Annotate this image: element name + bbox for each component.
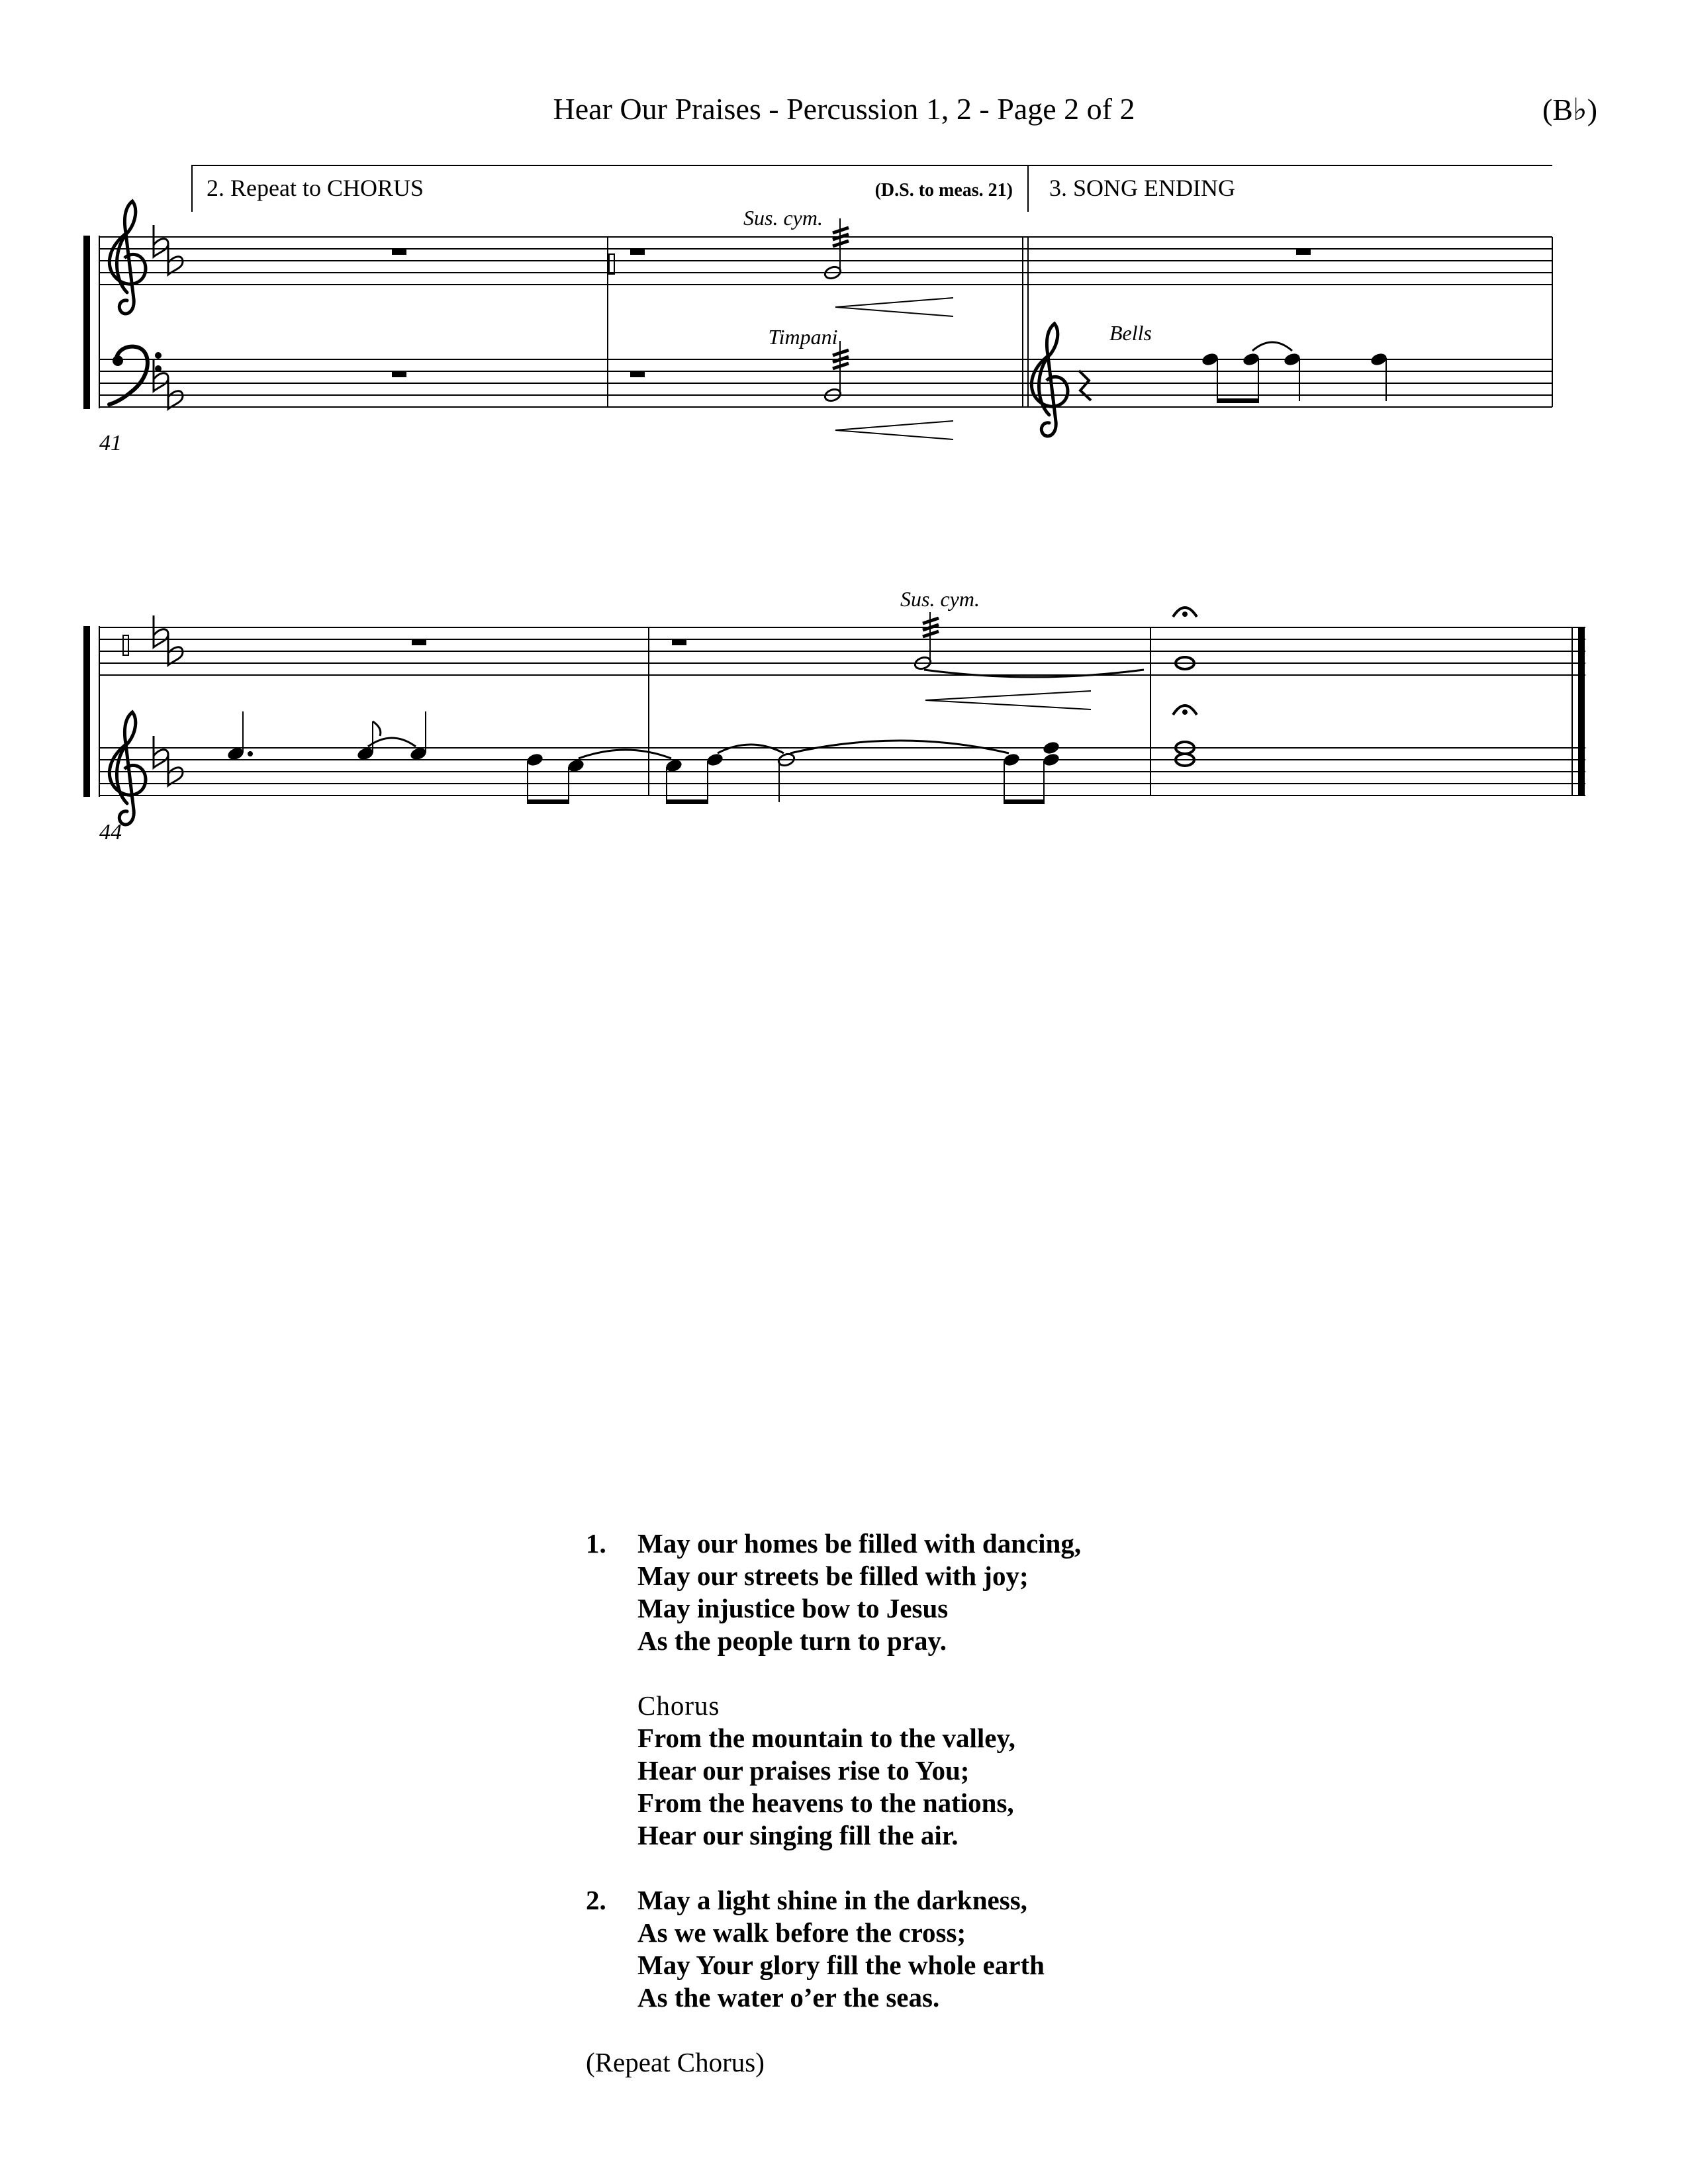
repeat-chorus-note: (Repeat Chorus) (586, 2047, 765, 2077)
measure-number: 44 (99, 820, 122, 844)
lyric-line: May Your glory fill the whole earth (637, 1950, 1045, 1980)
score-systems (0, 0, 1688, 860)
lyric-line: From the heavens to the nations, (637, 1788, 1014, 1818)
verse-2 (586, 1884, 1248, 2014)
whole-rest (1296, 249, 1311, 255)
system-2 (83, 587, 1585, 844)
instrument-label-timpani: Timpani (768, 325, 838, 349)
instrument-label-sus-cym: Sus. cym. (900, 587, 980, 611)
ending-3-label: 3. SONG ENDING (1049, 175, 1235, 201)
lyric-line: As the people turn to pray. (637, 1625, 947, 1656)
verse-number: 1. (586, 1528, 606, 1559)
lyric-line: May injustice bow to Jesus (637, 1593, 949, 1623)
lyric-line: Hear our praises rise to You; (637, 1755, 970, 1786)
ending-2-label: 2. Repeat to CHORUS (207, 175, 424, 201)
instrument-label-sus-cym: Sus. cym. (743, 206, 823, 230)
whole-rest (392, 371, 406, 377)
lyric-line: From the mountain to the valley, (637, 1723, 1015, 1753)
chorus-label: Chorus (637, 1690, 720, 1721)
lyrics-block (586, 1527, 1248, 2079)
ds-note: (D.S. to meas. 21) (874, 180, 1013, 201)
verse-1 (586, 1527, 1248, 1657)
whole-rest (392, 249, 406, 255)
lyric-line: May a light shine in the darkness, (637, 1885, 1027, 1915)
lyric-line: As the water o’er the seas. (637, 1982, 940, 2013)
chorus (637, 1690, 1248, 1852)
lyric-line: May our homes be filled with dancing, (637, 1528, 1082, 1559)
lyric-line: May our streets be filled with joy; (637, 1561, 1029, 1591)
measure-number: 41 (99, 431, 122, 455)
system-1 (83, 165, 1552, 455)
lyric-line: Hear our singing fill the air. (637, 1820, 959, 1850)
instrument-label-bells: Bells (1109, 321, 1152, 345)
page-title: Hear Our Praises - Percussion 1, 2 - Page 2 of 2 (553, 92, 1135, 126)
lyric-line: As we walk before the cross; (637, 1917, 966, 1948)
key-label: (B♭) (1542, 93, 1598, 126)
verse-number: 2. (586, 1885, 606, 1915)
